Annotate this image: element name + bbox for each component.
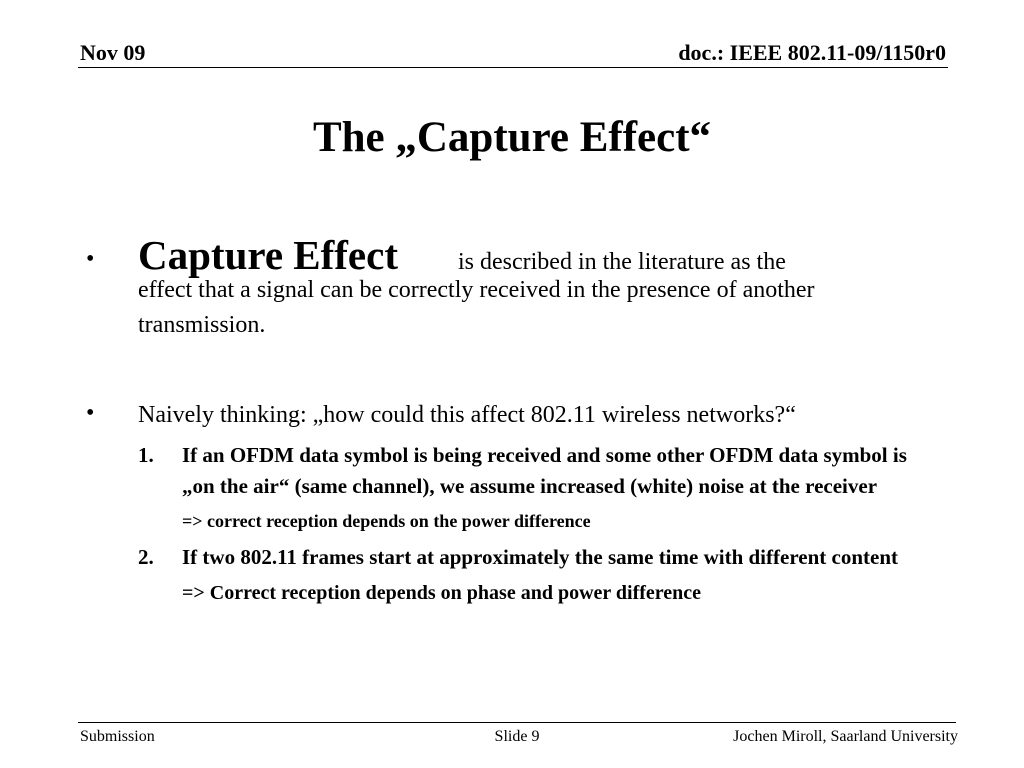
header-divider [78, 67, 948, 68]
list-item-note: => correct reception depends on the power difference [182, 511, 591, 531]
header-date: Nov 09 [80, 40, 146, 65]
bullet-icon: • [86, 246, 95, 272]
list-item-note: => Correct reception depends on phase and power difference [182, 582, 702, 604]
numbered-list [138, 440, 928, 607]
bullet-text [138, 230, 898, 343]
list-item-text: If an OFDM data symbol is being received and some other OFDM data symbol is „on the air“ (same channel), we assume increased (white) noise at the receiver [182, 443, 907, 498]
bullet-term: Capture Effect [138, 232, 398, 278]
bullet-text: Naively thinking: „how could this affect 802.11 wireless networks?“ [138, 402, 796, 428]
bullet-text-inline: is described in the literature as the [457, 249, 786, 275]
bullet-text-rest: effect that a signal can be correctly received in the presence of another transmission. [138, 277, 815, 338]
list-item [138, 542, 928, 607]
footer-submission: Submission [80, 728, 155, 745]
list-item [138, 440, 928, 534]
header-doc-id: doc.: IEEE 802.11-09/1150r0 [678, 40, 946, 65]
list-item-number: 2. [138, 545, 154, 569]
footer-slide-number: Slide 9 [494, 728, 540, 745]
footer-divider [78, 722, 956, 723]
list-item-number: 1. [138, 443, 154, 467]
slide-title: The „Capture Effect“ [312, 114, 712, 161]
bullet-icon: • [86, 400, 95, 426]
list-item-text: If two 802.11 frames start at approximately the same time with different content [182, 545, 898, 569]
footer-author: Jochen Miroll, Saarland University [733, 728, 958, 745]
